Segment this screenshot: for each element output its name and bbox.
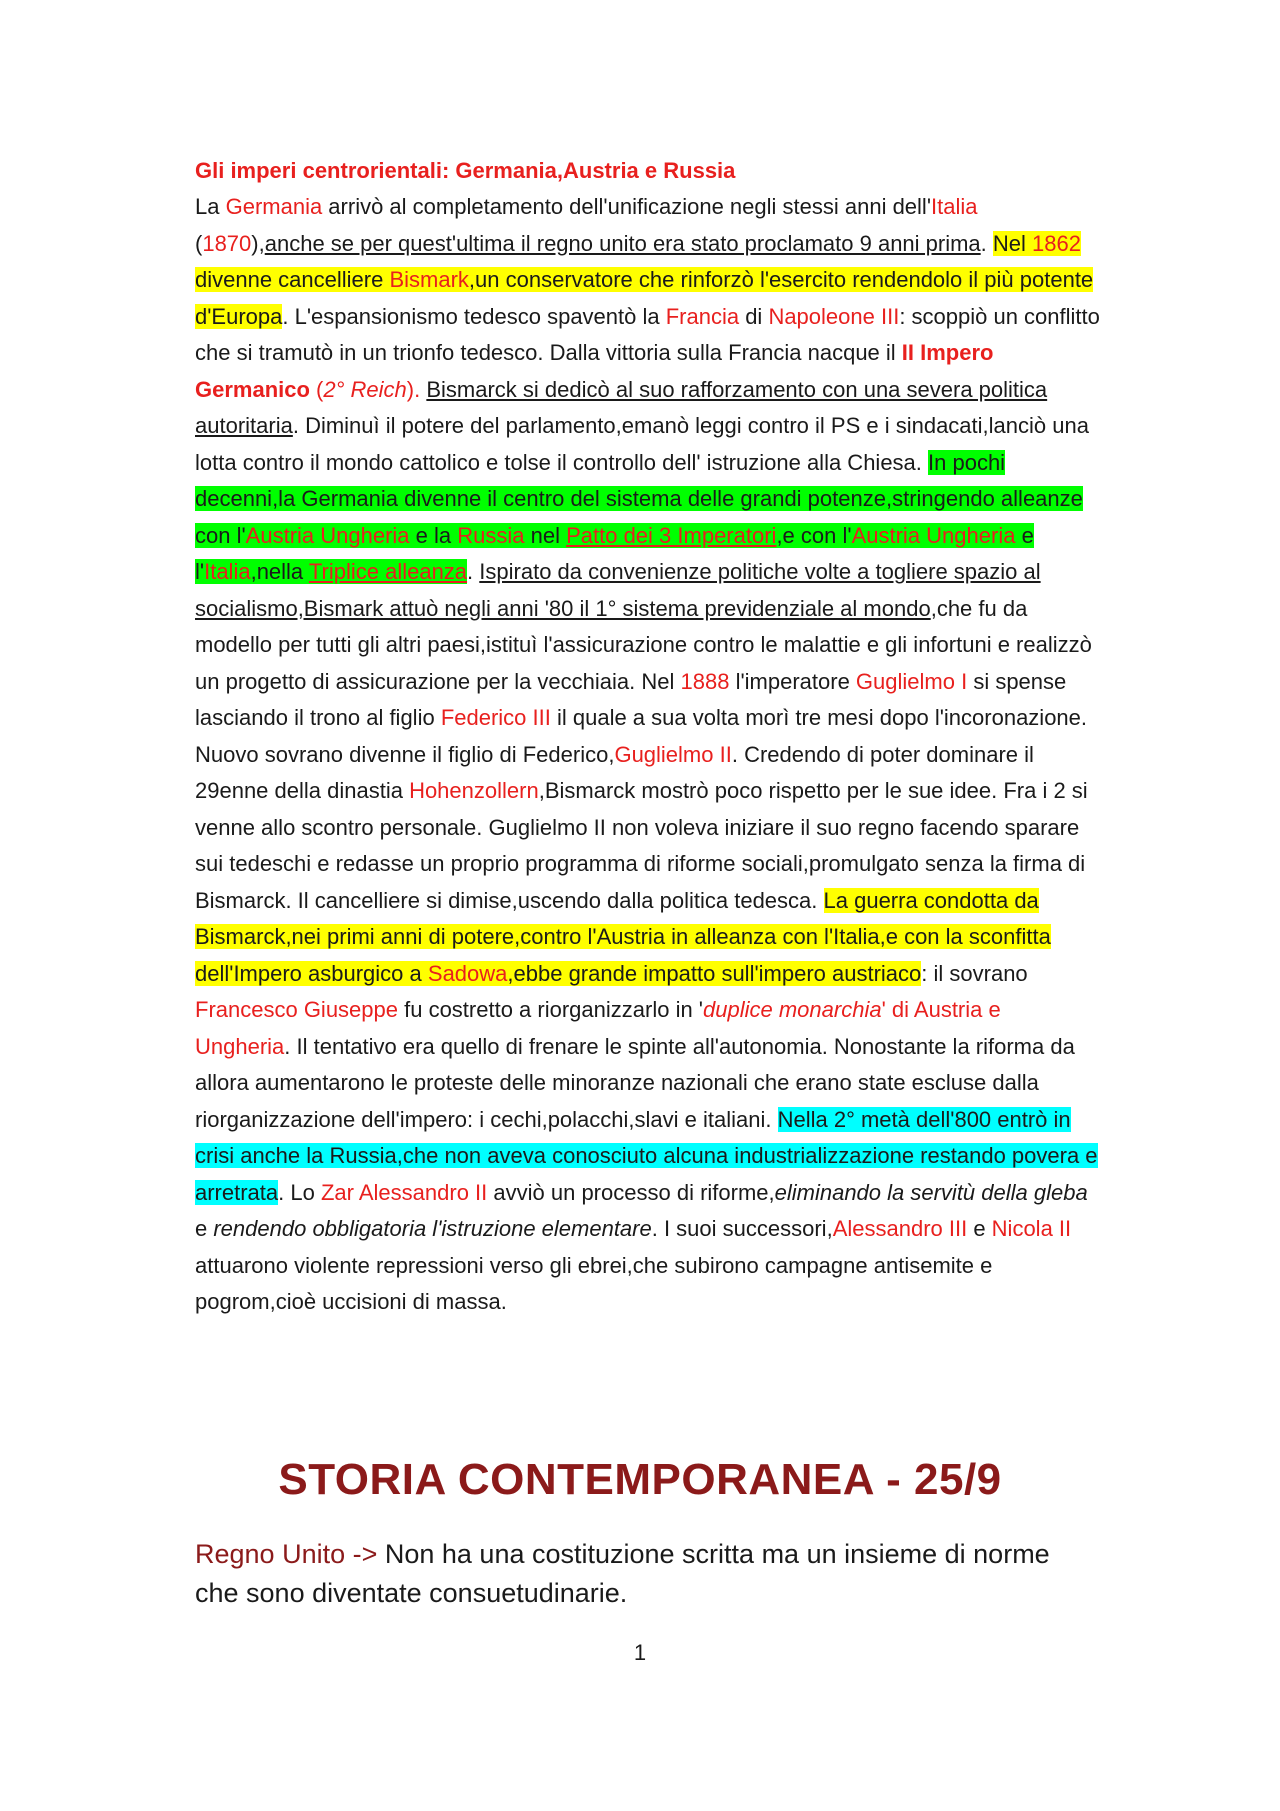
keyword-federico-iii: Federico III [440, 705, 551, 730]
text-run: di [739, 303, 769, 329]
text-run: e [967, 1216, 992, 1241]
keyword-reich: 2° Reich [323, 376, 407, 402]
keyword-guglielmo-ii: Guglielmo II [614, 741, 732, 767]
text-run: La guerra condotta da Bismarck,nei primi anni di potere,contro l'Austria in alleanza con l'Italia,e con la sconfitta dell'Impero asburgico a [195, 887, 1051, 986]
text-run: ( [309, 376, 324, 402]
text-run: ' di [881, 997, 914, 1022]
keyword-italia: Italia [204, 559, 251, 584]
text-run: . Diminuì il potere del parlamento,emanò leggi contro il PS e i sindacati,lanciò una lotta contro il mondo cattolico e tolse il controllo dell' istruzione alla Chiesa. [195, 413, 1089, 475]
text-run: ( [195, 230, 203, 256]
text-run: e l' [195, 522, 1034, 584]
text-run: . L'espansionismo tedesco spaventò la [282, 303, 666, 329]
text-run: ,un conservatore che rinforzò l'esercito rendendolo il più potente d'Europa [195, 267, 1094, 329]
text-run: attuarono violente repressioni verso gli ebrei,che subirono campagne antisemite e pogrom,cioè uccisioni di massa. [195, 1252, 993, 1314]
keyword-hohenzollern: Hohenzollern [409, 778, 539, 803]
text-run: nel [524, 522, 567, 548]
text-run: . I suoi successori, [651, 1216, 833, 1241]
underlined-text: anche se per quest'ultima il regno unito era stato proclamato 9 anni prima [264, 230, 981, 256]
keyword-napoleone: Napoleone III [768, 303, 900, 329]
keyword-bismark: Bismark [389, 267, 469, 292]
keyword-austria-e-ungheria: Austria e Ungheria [195, 997, 1001, 1059]
text-run: . Il tentativo era quello di frenare le spinte all'autonomia. Nonostante la riforma da allora aumentarono le proteste delle minoranze nazionali che erano state escluse dalla riorganizzazione dell'impero: i cechi,polacchi,slavi e italiani. [195, 1033, 1075, 1132]
underlined-text: Ispirato da convenienze politiche volte a togliere spazio al socialismo,Bismark attuò negli anni '80 il 1° sistema previdenziale al mondo [195, 559, 1041, 621]
keyword-duplice-monarchia: duplice monarchia [703, 997, 882, 1022]
text-run: La [195, 194, 226, 219]
text-run: arrivò al completamento dell'unificazione negli stessi anni dell' [322, 194, 932, 219]
text-run: . [467, 559, 480, 584]
date-1862: 1862 [1032, 230, 1081, 256]
text-run: ,Bismarck mostrò poco rispetto per le sue idee. Fra i 2 si venne allo scontro personale. Guglielmo II non voleva iniziare il suo regno facendo sparare sui tedeschi e redasse un proprio programma di riforme sociali,promulgato senza la firma di Bismarck. Il cancelliere si dimise,uscendo dalla politica tedesca. [195, 778, 1088, 913]
keyword-germania: Germania [225, 194, 323, 219]
underlined-text: Bismarck si dedicò al suo rafforzamento con una severa politica autoritaria [195, 376, 1048, 438]
text-run: e la [409, 522, 458, 548]
keyword-guglielmo-i: Guglielmo I [855, 668, 968, 694]
italic-text: eliminando la servitù della gleba [774, 1179, 1088, 1205]
main-text-block [195, 153, 1100, 1321]
keyword-francia: Francia [665, 303, 740, 329]
text-run: : scoppiò un conflitto che si tramutò in un trionfo tedesco. Dalla vittoria sulla Francia nacque il [195, 303, 1100, 365]
text-run: l'imperatore [729, 668, 856, 694]
keyword-austria-ungheria: Austria Ungheria [245, 522, 410, 548]
keyword-nicola-ii: Nicola II [991, 1216, 1072, 1241]
keyword-impero-germanico: II Impero Germanico [195, 340, 994, 402]
text-run: si spense lasciando il trono al figlio [195, 668, 1067, 730]
keyword-zar-alessandro-ii: Zar Alessandro II [320, 1179, 488, 1205]
text-run: . [980, 230, 993, 256]
text-run: divenne cancelliere [195, 267, 390, 292]
date-1888: 1888 [680, 668, 730, 694]
keyword-italia: Italia [931, 194, 978, 219]
text-run: ), [251, 230, 265, 256]
text-run: ,che fu da modello per tutti gli altri paesi,istituì l'assicurazione contro le malattie e gli infortuni e realizzò un progetto di assicurazione per la vecchiaia. Nel [195, 595, 1092, 694]
regno-unito-label: Regno Unito -> [195, 1539, 378, 1569]
text-run: avviò un processo di riforme, [487, 1179, 775, 1205]
text-run: Nel [992, 230, 1033, 256]
section-heading: Gli imperi centrorientali: Germania,Austria e Russia [195, 158, 736, 183]
text-run: il quale a sua volta morì tre mesi dopo l'incoronazione. Nuovo sovrano divenne il figlio di Federico, [195, 705, 1088, 767]
text-run: e [195, 1216, 214, 1241]
text-run: ,e con l' [776, 522, 852, 548]
text-run: : il sovrano [921, 960, 1028, 986]
keyword-sadowa: Sadowa [427, 960, 508, 986]
text-run: fu costretto a riorganizzarlo in ' [398, 997, 704, 1022]
italic-text: rendendo obbligatoria l'istruzione elementare [213, 1216, 652, 1241]
regno-unito-text: Non ha una costituzione scritta ma un insieme di norme che sono diventate consuetudinarie. [195, 1539, 1050, 1608]
text-run: ). [406, 376, 427, 402]
keyword-triplice: Triplice alleanza [308, 559, 468, 584]
text-run: . Lo [278, 1179, 321, 1205]
keyword-alessandro-iii: Alessandro III [832, 1216, 968, 1241]
text-run: ,ebbe grande impatto sull'impero austriaco [507, 960, 922, 986]
keyword-russia: Russia [457, 522, 525, 548]
section-title: STORIA CONTEMPORANEA - 25/9 [278, 1455, 1002, 1504]
cyan-highlight: Nella 2° metà dell'800 entrò in crisi anche la Russia,che non aveva conosciuto alcuna industrializzazione restando povera e arretrata [195, 1106, 1098, 1205]
text-run: . Credendo di poter dominare il 29enne della dinastia [195, 741, 1034, 803]
body-paragraph [195, 189, 1100, 1321]
text-run: In pochi decenni,la Germania divenne il centro del sistema delle grandi potenze,stringendo alleanze con l' [195, 449, 1083, 548]
date-1870: 1870 [202, 230, 252, 256]
keyword-patto: Patto dei 3 Imperatori [566, 522, 777, 548]
regno-unito-paragraph [195, 1535, 1100, 1613]
text-run: ,nella [250, 559, 309, 584]
page-number: 1 [633, 1640, 647, 1665]
keyword-austria-ungheria: Austria Ungheria [851, 522, 1016, 548]
keyword-francesco-giuseppe: Francesco Giuseppe [195, 997, 398, 1022]
